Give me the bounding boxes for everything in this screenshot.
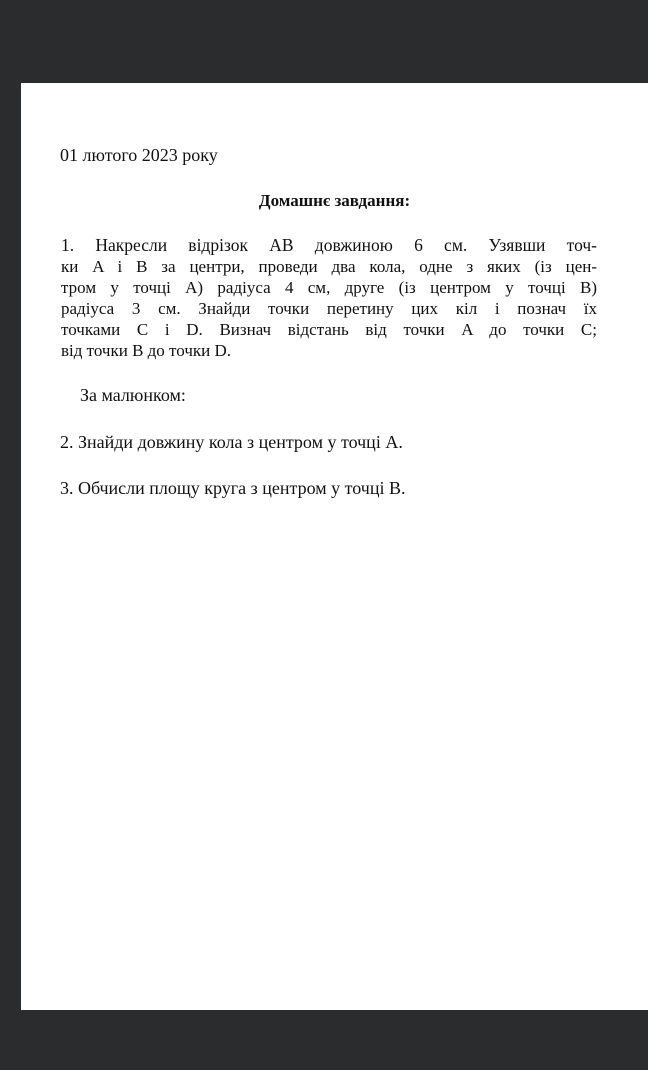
document-page	[21, 83, 648, 1010]
date-line: 01 лютого 2023 року	[60, 145, 218, 165]
task-1-line: від точки B до точки D.	[61, 341, 232, 360]
homework-title: Домашнє завдання:	[258, 191, 411, 210]
task-1-line: 1. Накресли відрізок АВ довжиною 6 см. Узявши точ-	[61, 235, 597, 255]
task-2: 2. Знайди довжину кола з центром у точці А.	[60, 432, 403, 452]
task-1-line: точками C і D. Визнач відстань від точки A до точки C;	[61, 320, 597, 339]
task-1-line: тром у точці A) радіуса 4 см, друге (із центром у точці B)	[61, 278, 597, 297]
task-3: 3. Обчисли площу круга з центром у точці В.	[60, 478, 406, 498]
task-1-line: ки A і B за центри, проведи два кола, одне з яких (із цен-	[61, 257, 597, 276]
task-1-paragraph	[61, 235, 597, 361]
task-1-line: радіуса 3 см. Знайди точки перетину цих кіл і познач їх	[61, 299, 597, 318]
figure-label: За малюнком:	[80, 385, 186, 405]
